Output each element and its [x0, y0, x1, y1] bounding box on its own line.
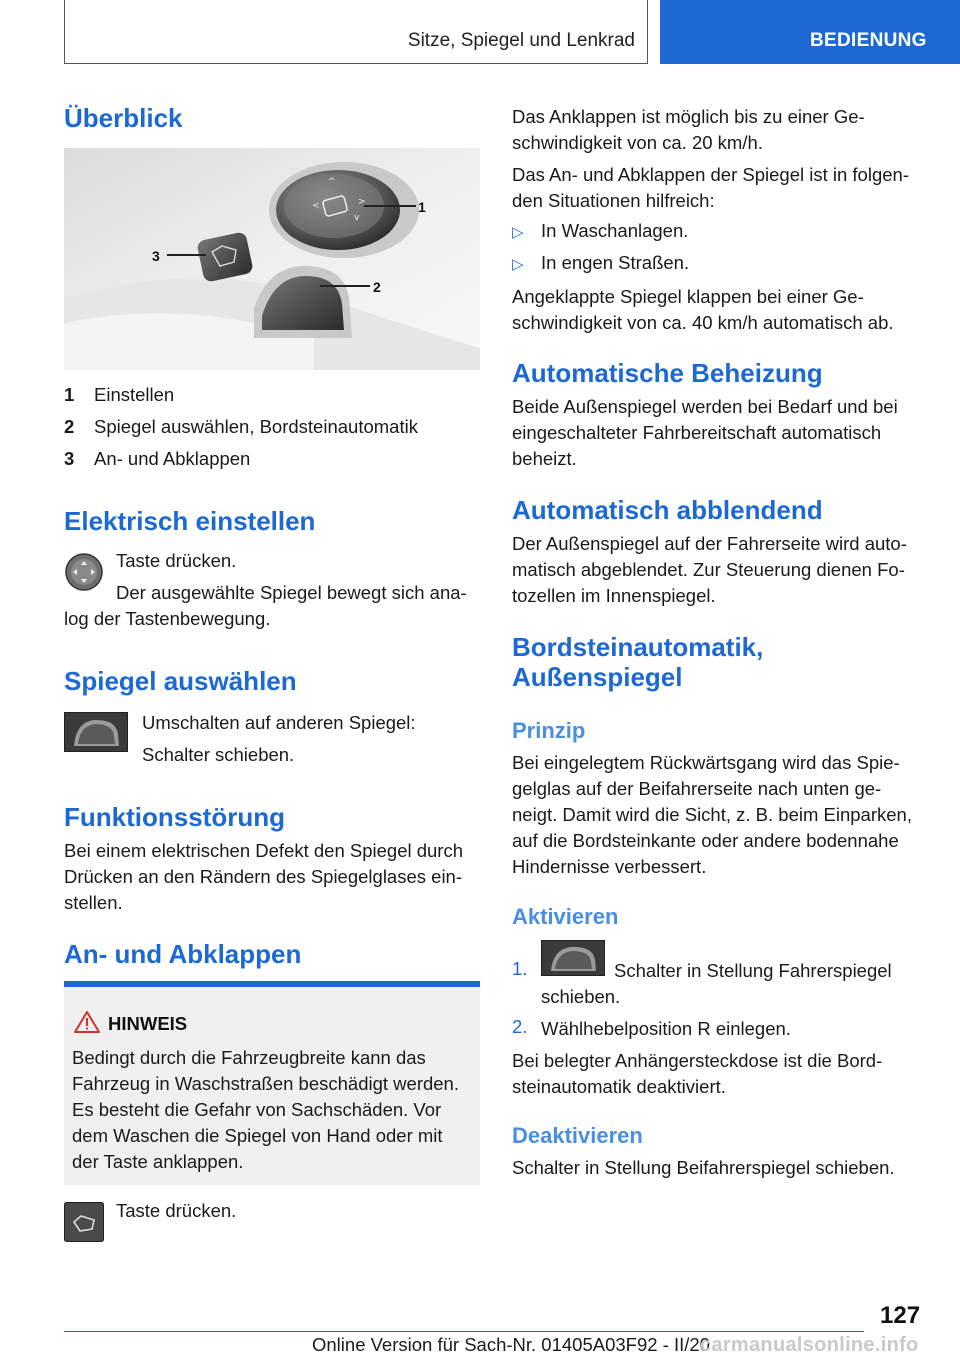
subheading-aktivieren: Aktivieren: [512, 904, 619, 929]
abblendend-text: matisch abgeblendet. Zur Steuerung dienen Fo-: [512, 559, 905, 580]
anhaenger-text: Bei belegter Anhängersteckdose ist die Bord-: [512, 1050, 883, 1071]
notice-title: HINWEIS: [108, 1013, 188, 1034]
notice-line: Es besteht die Gefahr von Sachschäden. Vor: [72, 1099, 442, 1120]
figure-label-1: 1: [418, 199, 426, 215]
header-frame: [64, 0, 648, 64]
step-text: Wählhebelposition R einlegen.: [541, 1018, 791, 1039]
legend-number: 3: [64, 448, 75, 469]
elektrisch-step: Taste drücken.: [116, 550, 237, 571]
auswaehlen-description: Umschalten auf anderen Spiegel:: [142, 712, 416, 733]
notice-line: dem Waschen die Spiegel von Hand oder mit: [72, 1125, 443, 1146]
bullet-marker: ▷: [512, 256, 524, 273]
heading-bordsteinautomatik: Bordsteinautomatik,: [512, 632, 764, 662]
heading-an-und-abklappen: An- und Abklappen: [64, 939, 302, 969]
svg-text:<: <: [312, 201, 320, 211]
subheading-deaktivieren: Deaktivieren: [512, 1123, 643, 1148]
bullet-text: In engen Straßen.: [541, 252, 690, 273]
svg-text:v: v: [354, 213, 360, 223]
notice-line: der Taste anklappen.: [72, 1151, 244, 1172]
stoerung-text: Bei einem elektrischen Defekt den Spiegel durch: [64, 840, 464, 861]
beheizung-text: beheizt.: [512, 448, 577, 469]
fold-mirror-button-icon: [64, 1202, 104, 1247]
heading-elektrisch-einstellen: Elektrisch einstellen: [64, 506, 316, 536]
mirror-adjust-knob-icon: [64, 552, 104, 597]
figure-label-2: 2: [373, 279, 381, 295]
legend-text: Spiegel auswählen, Bordsteinautomatik: [94, 416, 418, 437]
prinzip-text: gelglas auf der Beifahrerseite nach unten ge-: [512, 778, 882, 799]
figure-label-3: 3: [152, 248, 160, 264]
heading-automatisch-abblendend: Automatisch abblendend: [512, 495, 823, 525]
legend-text: Einstellen: [94, 384, 175, 405]
legend-number: 2: [64, 416, 75, 437]
abblendend-text: tozellen im Innenspiegel.: [512, 585, 716, 606]
beheizung-text: eingeschalteter Fahrbereitschaft automatisch: [512, 422, 882, 443]
notice-line: Bedingt durch die Fahrzeugbreite kann das: [72, 1047, 426, 1068]
elektrisch-description: Der ausgewählte Spiegel bewegt sich ana-: [116, 582, 467, 603]
heading-automatische-beheizung: Automatische Beheizung: [512, 358, 823, 388]
legend-number: 1: [64, 384, 75, 405]
heading-spiegel-auswaehlen: Spiegel auswählen: [64, 666, 297, 696]
intro-text: den Situationen hilfreich:: [512, 190, 715, 211]
abklappen-step: Taste drücken.: [116, 1200, 237, 1221]
notice-box: [64, 981, 480, 1185]
svg-text:>: >: [358, 197, 366, 207]
heading-aussenspiegel: Außenspiegel: [512, 662, 683, 692]
after-bullets-text: schwindigkeit von ca. 40 km/h automatisch ab.: [512, 312, 894, 333]
heading-ueberblick: Überblick: [64, 103, 183, 133]
intro-text: schwindigkeit von ca. 20 km/h.: [512, 132, 763, 153]
page-number: 127: [880, 1302, 921, 1329]
bullet-marker: ▷: [512, 224, 524, 241]
deaktivieren-text: Schalter in Stellung Beifahrerspiegel schieben.: [512, 1157, 895, 1178]
warning-triangle-icon: [74, 1011, 100, 1038]
svg-text:^: ^: [328, 177, 336, 187]
elektrisch-description-cont: log der Tastenbewegung.: [64, 608, 271, 629]
mirror-selector-switch-icon: [64, 712, 128, 757]
mirror-switch-illustration: [64, 148, 480, 370]
stoerung-text: stellen.: [64, 892, 123, 913]
subheading-prinzip: Prinzip: [512, 718, 586, 743]
stoerung-text: Drücken an den Rändern des Spiegelglases ein-: [64, 866, 463, 887]
auswaehlen-step: Schalter schieben.: [142, 744, 295, 765]
mirror-switch-figure: [64, 148, 480, 370]
heading-funktionsstoerung: Funktionsstörung: [64, 802, 285, 832]
prinzip-text: Hindernisse verbessert.: [512, 856, 707, 877]
step-number: 1.: [512, 958, 528, 979]
chapter-tab[interactable]: BEDIENUNG: [660, 0, 960, 64]
mirror-selector-switch-icon: [541, 940, 605, 981]
online-version-label: Online Version für Sach-Nr. 01405A03F92 - II/20: [312, 1334, 710, 1355]
legend-text: An- und Abklappen: [94, 448, 251, 469]
notice-body: [72, 1045, 472, 1175]
after-bullets-text: Angeklappte Spiegel klappen bei einer Ge-: [512, 286, 864, 307]
anhaenger-text: steinautomatik deaktiviert.: [512, 1076, 726, 1097]
intro-text: Das Anklappen ist möglich bis zu einer Ge-: [512, 106, 865, 127]
prinzip-text: Bei eingelegtem Rückwärtsgang wird das Spie-: [512, 752, 900, 773]
notice-line: Fahrzeug in Waschstraßen beschädigt werden.: [72, 1073, 459, 1094]
beheizung-text: Beide Außenspiegel werden bei Bedarf und bei: [512, 396, 898, 417]
step-text: Schalter in Stellung Fahrerspiegel: [614, 960, 892, 981]
prinzip-text: auf die Bordsteinkante oder andere bodennahe: [512, 830, 899, 851]
step-number: 2.: [512, 1016, 528, 1037]
bullet-text: In Waschanlagen.: [541, 220, 689, 241]
section-title: Sitze, Spiegel und Lenkrad: [407, 30, 635, 51]
prinzip-text: neigt. Damit wird die Sicht, z. B. beim Einparken,: [512, 804, 912, 825]
watermark: carmanualsonline.info: [700, 1334, 919, 1356]
footer-divider: [64, 1331, 864, 1332]
step-text-cont: schieben.: [541, 986, 621, 1007]
intro-text: Das An- und Abklappen der Spiegel ist in folgen-: [512, 164, 909, 185]
abblendend-text: Der Außenspiegel auf der Fahrerseite wird auto-: [512, 533, 907, 554]
